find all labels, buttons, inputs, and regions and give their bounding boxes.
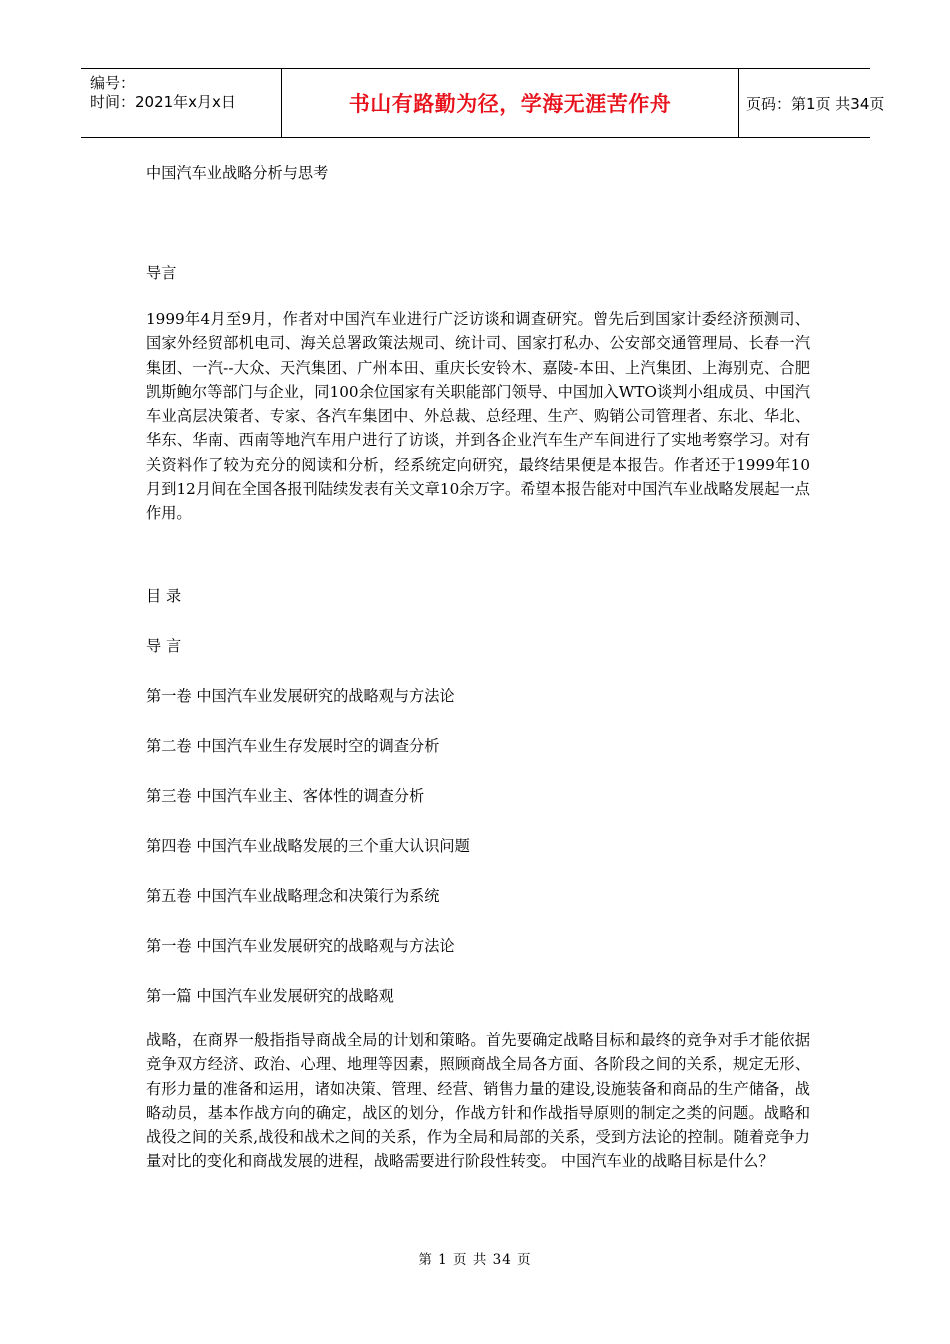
chapter-paragraph: 战略，在商界一般指指导商战全局的计划和策略。首先要确定战略目标和最终的竞争对手才能依据竞争双方经济、政治、心理、地理等因素，照顾商战全局各方面、各阶段之间的关系，规定无形、有形力量的准备和运用，诸如决策、管理、经营、销售力量的建设,设施装备和商品的生产储备，战略动员，基本作战方向的确定，战区的划分，作战方针和作战指导原则的制定之类的问题。战略和战役之间的关系,战役和战术之间的关系，作为全局和局部的关系，受到方法论的控制。随着竞争力量对比的变化和商战发展的进程，战略需要进行阶段性转变。 中国汽车业的战略目标是什么？	[146, 1031, 810, 1171]
volume-heading: 第一卷 中国汽车业发展研究的战略观与方法论	[146, 937, 455, 955]
document-title: 中国汽车业战略分析与思考	[146, 164, 329, 182]
header-info-cell	[81, 69, 281, 137]
header-page-number: 页码：第1页 共34页	[746, 94, 885, 113]
toc-heading: 目 录	[146, 587, 182, 605]
intro-paragraph: 1999年4月至9月，作者对中国汽车业进行广泛访谈和调查研究。曾先后到国家计委经济预测司、国家外经贸部机电司、海关总署政策法规司、统计司、国家打私办、公安部交通管理局、长春一汽集团、一汽--大众、天汽集团、广州本田、重庆长安铃木、嘉陵-本田、上汽集团、上海别克、合肥凯斯鲍尔等部门与企业，同100余位国家有关职能部门领导、中国加入WTO谈判小组成员、中国汽车业高层决策者、专家、各汽车集团中、外总裁、总经理、生产、购销公司管理者、东北、华北、华东、华南、西南等地汽车用户进行了访谈，并到各企业汽车生产车间进行了实地考察学习。对有关资料作了较为充分的阅读和分析，经系统定向研究，最终结果便是本报告。作者还于1999年10月到12月间在全国各报刊陆续发表有关文章10余万字。希望本报告能对中国汽车业战略发展起一点作用。	[146, 310, 810, 523]
toc-item: 第三卷 中国汽车业主、客体性的调查分析	[146, 787, 425, 805]
toc-item: 第一卷 中国汽车业发展研究的战略观与方法论	[146, 687, 455, 705]
chapter-heading: 第一篇 中国汽车业发展研究的战略观	[146, 987, 394, 1005]
toc-item: 导 言	[146, 637, 182, 655]
document-date-label: 时间：2021年x月x日	[90, 93, 236, 111]
page-header	[81, 68, 885, 138]
toc-item: 第五卷 中国汽车业战略理念和决策行为系统	[146, 887, 440, 905]
page-footer: 第 1 页 共 34 页	[418, 1252, 532, 1268]
toc-item: 第二卷 中国汽车业生存发展时空的调查分析	[146, 737, 440, 755]
intro-heading: 导言	[146, 264, 177, 282]
document-code-label: 编号：	[90, 74, 136, 92]
header-motto: 书山有路勤为径，学海无涯苦作舟	[281, 69, 739, 137]
toc-item: 第四卷 中国汽车业战略发展的三个重大认识问题	[146, 837, 470, 855]
